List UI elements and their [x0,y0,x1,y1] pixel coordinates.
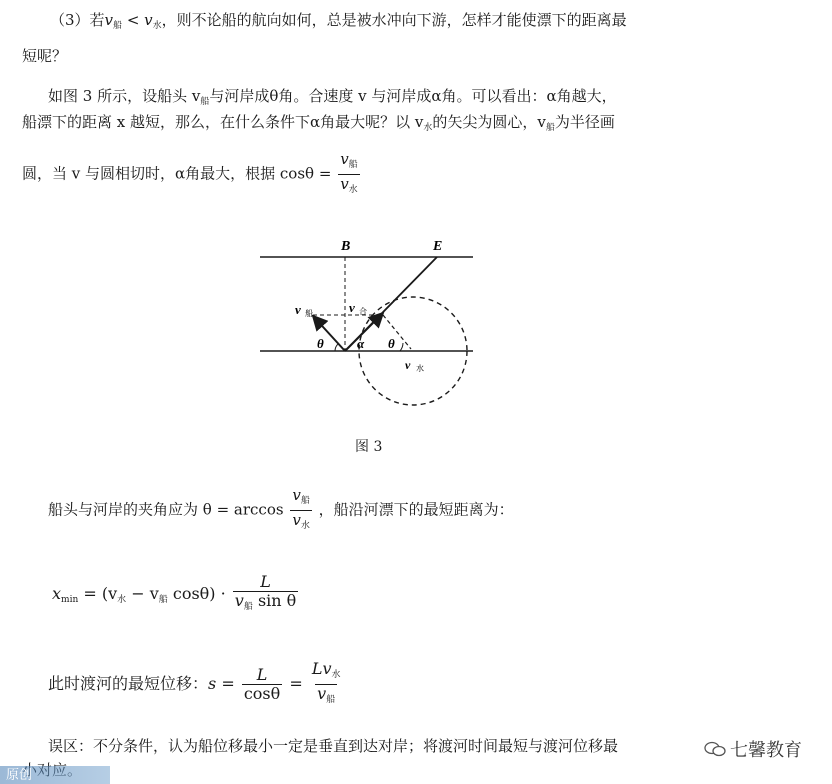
label-e: E [433,239,443,254]
label-b: B [341,239,351,254]
label-alpha: α [357,336,365,351]
bottom-strip-text: 原创 [6,768,33,783]
formula-x-min: $x_{min} = (v_水 - v_船$ cosθ) · $\frac{L}{v_船 \sin \theta}$ [52,572,300,622]
river-crossing-diagram [255,230,485,415]
para-2-line-3: 圆，当 v 与圆相切时，α角最大，根据 cosθ = $\frac{v_船}{v_水}$ [22,150,362,199]
para-2-line-2: 船漂下的距离 x 越短，那么，在什么条件下α角最大呢？以 $v_水$的矢尖为圆心，$v_船$为半径画 [22,113,615,133]
s-fraction-2: $\frac{Lv_水}{v_船}$ [310,660,343,709]
para-3: 船头与河岸的夹角应为 θ = arccos $\frac{v_船}{v_水}$ ，船沿河漂下的最短距离为： [48,486,514,535]
watermark [704,736,802,762]
label-theta-1: θ [317,336,324,351]
arccos-fraction: $\frac{v_船}{v_水}$ [290,486,312,535]
s-fraction-1: $\frac{L}{\cos\theta}$ [243,665,281,703]
label-v-he-sub: 合 [359,307,367,316]
formula-s: 此时渡河的最短位移：s = $\frac{L}{\cos\theta}$ = $\frac{Lv_水}{v_船}$ [48,660,345,709]
label-theta-2: θ [388,336,395,351]
watermark-text: 七馨教育 [730,740,802,761]
figure-caption: 图 3 [355,439,383,455]
para-5-line-1: 误区：不分条件，认为船位移最小一定是垂直到达对岸；将渡河时间最短与渡河位移最 [48,737,619,755]
label-v-chuan-sub: 船 [305,309,313,318]
para-1-line-2: 短呢？ [22,47,68,65]
x-min-fraction: $\frac{L}{v_船 \sin \theta}$ [233,573,299,616]
cos-theta-fraction: $\frac{v_船}{v_水}$ [338,150,360,199]
label-v-chuan: v [295,302,301,317]
para-2-line-1: 如图 3 所示，设船头 $v_船$与河岸成θ角。合速度 v 与河岸成α角。可以看出：α角越大， [48,87,617,107]
label-v-he: v [349,300,355,315]
wechat-icon [704,741,726,757]
para-1-line-1: （3）若$v_船 < v_水$，则不论船的航向如何，总是被水冲向下游，怎样才能使漂下的距离最 [50,11,627,31]
label-v-shui: v [405,358,411,372]
label-v-shui-sub: 水 [416,364,424,373]
